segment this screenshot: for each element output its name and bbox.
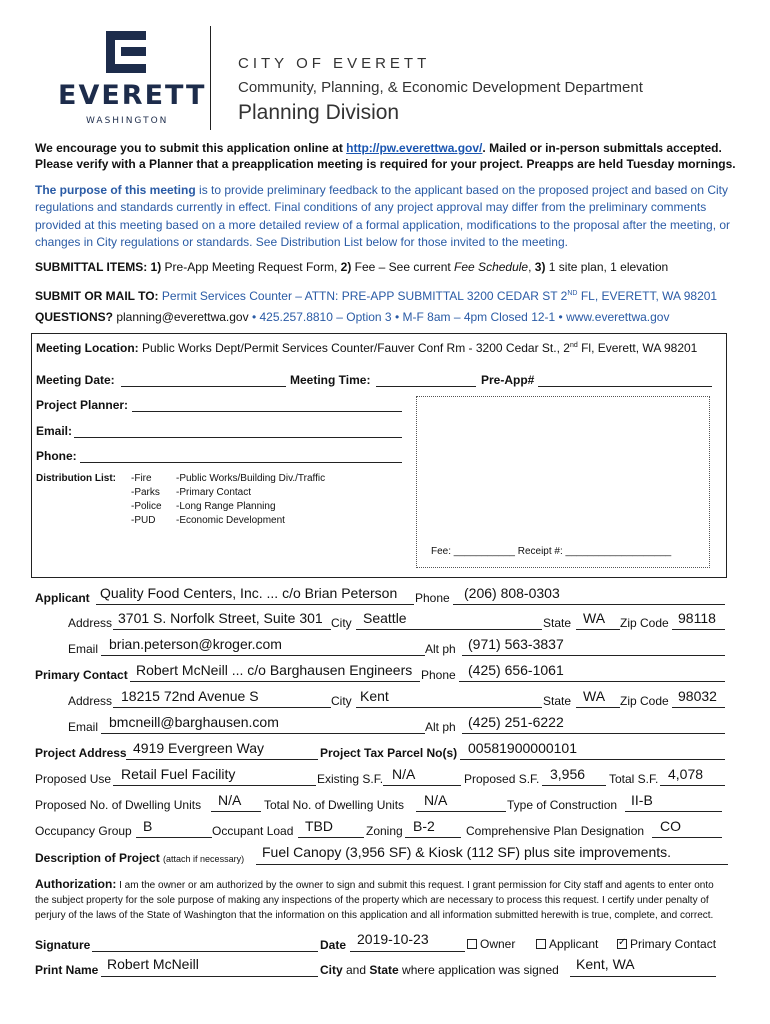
- contact-zip-value: 98032: [678, 688, 717, 704]
- city-state-signed-value: Kent, WA: [576, 956, 635, 972]
- print-name-value: Robert McNeill: [107, 956, 199, 972]
- total-sf-field[interactable]: [660, 785, 725, 786]
- questions-line: QUESTIONS? planning@everettwa.gov • 425.257.8810 – Option 3 • M-F 8am – 4pm Closed 12-1 • www.everettwa.gov: [35, 310, 670, 324]
- existing-sf-value: N/A: [392, 766, 416, 782]
- applicant-email-value: brian.peterson@kroger.com: [109, 636, 282, 652]
- applicant-address-value: 3701 S. Norfolk Street, Suite 301: [118, 610, 323, 626]
- total-units-label: Total No. of Dwelling Units: [264, 798, 405, 812]
- proposed-use-label: Proposed Use: [35, 772, 112, 786]
- zoning-field[interactable]: [405, 837, 461, 838]
- contact-state-value: WA: [583, 688, 606, 704]
- questions-website: www.everettwa.gov: [566, 310, 670, 324]
- construction-type-field[interactable]: [625, 811, 722, 812]
- description-label: Description of Project (attach if necessary): [35, 851, 245, 865]
- authorization-paragraph: Authorization: I am the owner or am authorized by the owner to sign and submit this request. I grant permission for City staff and agents to enter onto the subject property for the sole purpose of making any inspections of the property which are necessary to process this request. I certify under penalty of perjury of the laws of the State of Washington that the information on this application and all information submitted herewith is true, complete, and correct.: [35, 877, 714, 921]
- existing-sf-label: Existing S.F.: [317, 772, 384, 786]
- purpose-paragraph: The purpose of this meeting is to provide preliminary feedback to the applicant based on the proposed project and based on City regulations and standards currently in effect. Final conditions of any project approval may differ from the preliminary comments provided at this meeting based on a more detailed review of a formal application, modifications to the proposal after the meeting, or changes in City regulations or standards. See Distribution List below for those invited to the meeting.: [35, 183, 731, 249]
- applicant-email-label: Email: [68, 642, 99, 656]
- contact-city-label: City: [331, 694, 352, 708]
- planner-email-field[interactable]: [74, 437, 402, 438]
- intro-text: We encourage you to submit this application online at http://pw.everettwa.gov/. Mailed or in-person submittals accepted. Please verify with a Planner that a preapplication meeting is required for your project. Preapps are held Tuesday mornings.: [35, 141, 736, 171]
- owner-checkbox[interactable]: Owner: [467, 937, 515, 951]
- everett-logo-mark: [106, 31, 146, 73]
- proposed-sf-value: 3,956: [550, 766, 586, 782]
- applicant-state-label: State: [543, 616, 572, 630]
- construction-type-label: Type of Construction: [507, 798, 618, 812]
- applicant-state-field[interactable]: [576, 629, 620, 630]
- existing-sf-field[interactable]: [383, 785, 461, 786]
- occupant-load-field[interactable]: [298, 837, 364, 838]
- comp-plan-value: CO: [660, 818, 681, 834]
- city-state-signed-field[interactable]: [570, 976, 716, 977]
- occupancy-group-value: B: [143, 818, 153, 834]
- contact-name-field[interactable]: [130, 681, 420, 682]
- contact-phone-label: Phone: [421, 668, 456, 682]
- total-sf-value: 4,078: [668, 766, 704, 782]
- applicant-address-label: Address: [68, 616, 113, 630]
- applicant-city-field[interactable]: [356, 629, 542, 630]
- applicant-altph-field[interactable]: [462, 655, 725, 656]
- distribution-col-2: [176, 472, 325, 528]
- city-title: CITY OF EVERETT: [238, 55, 431, 72]
- primary-contact-label: Primary Contact: [35, 668, 128, 682]
- project-address-field[interactable]: [126, 759, 318, 760]
- logo-subtitle: WASHINGTON: [86, 116, 169, 126]
- logo-wordmark: EVERETT: [58, 80, 207, 111]
- description-field[interactable]: [256, 864, 728, 865]
- parcel-value: 00581900000101: [468, 740, 578, 756]
- project-planner-label: Project Planner:: [36, 398, 129, 412]
- total-units-value: N/A: [424, 792, 448, 808]
- total-units-field[interactable]: [416, 811, 506, 812]
- list-item: -Police: [131, 501, 162, 512]
- date-value: 2019-10-23: [357, 931, 429, 947]
- distribution-col-1: [131, 472, 162, 528]
- zoning-label: Zoning: [366, 824, 403, 838]
- contact-name-value: Robert McNeill ... c/o Barghausen Engineers: [136, 662, 413, 678]
- distribution-list-label: Distribution List:: [36, 473, 116, 484]
- parcel-field[interactable]: [460, 759, 725, 760]
- planner-phone-field[interactable]: [80, 462, 402, 463]
- applicant-zip-field[interactable]: [672, 629, 725, 630]
- contact-email-label: Email: [68, 720, 99, 734]
- applicant-label: Applicant: [35, 591, 90, 605]
- project-planner-field[interactable]: [132, 411, 402, 412]
- contact-altph-value: (425) 251-6222: [468, 714, 564, 730]
- questions-email: planning@everettwa.gov: [116, 310, 249, 324]
- list-item: -Fire: [131, 473, 152, 484]
- applicant-phone-field[interactable]: [453, 604, 725, 605]
- division-title: Planning Division: [238, 101, 400, 124]
- occupancy-group-field[interactable]: [136, 837, 212, 838]
- print-name-field[interactable]: [101, 976, 318, 977]
- occupant-load-label: Occupant Load: [212, 824, 294, 838]
- signature-label: Signature: [35, 938, 91, 952]
- questions-phone: 425.257.8810 – Option 3: [259, 310, 392, 324]
- contact-address-value: 18215 72nd Avenue S: [121, 688, 259, 704]
- fee-receipt-line: Fee: ___________ Receipt #: ___________________: [431, 546, 672, 557]
- contact-altph-field[interactable]: [462, 733, 725, 734]
- list-item: -PUD: [131, 515, 156, 526]
- dwelling-units-field[interactable]: [211, 811, 261, 812]
- project-address-label: Project Address: [35, 746, 127, 760]
- department-title: Community, Planning, & Economic Development Department: [238, 79, 643, 96]
- applicant-address-field[interactable]: [113, 629, 331, 630]
- comp-plan-field[interactable]: [652, 837, 722, 838]
- city-state-signed-label: City and State where application was signed: [320, 963, 559, 977]
- meeting-location: Meeting Location: Public Works Dept/Permit Services Counter/Fauver Conf Rm - 3200 Cedar St., 2nd Fl, Everett, WA 98201: [36, 341, 698, 355]
- submit-or-mail: SUBMIT OR MAIL TO: Permit Services Counter – ATTN: PRE-APP SUBMITTAL 3200 CEDAR ST 2ND FL, EVERETT, WA 98201: [35, 289, 718, 303]
- submit-online-link[interactable]: http://pw.everettwa.gov/: [346, 141, 483, 155]
- proposed-use-value: Retail Fuel Facility: [121, 766, 236, 782]
- meeting-time-label: Meeting Time:: [290, 373, 371, 387]
- applicant-altph-value: (971) 563-3837: [468, 636, 564, 652]
- signature-field[interactable]: [92, 951, 318, 952]
- applicant-name-field[interactable]: [96, 604, 414, 605]
- proposed-sf-label: Proposed S.F.: [464, 772, 540, 786]
- planner-phone-label: Phone:: [36, 449, 77, 463]
- fee-receipt-area: [416, 396, 710, 568]
- construction-type-value: II-B: [631, 792, 653, 808]
- preapp-number-label: Pre-App#: [481, 373, 535, 387]
- zoning-value: B-2: [413, 818, 435, 834]
- applicant-zip-label: Zip Code: [620, 616, 669, 630]
- contact-altph-label: Alt ph: [425, 720, 456, 734]
- applicant-city-label: City: [331, 616, 352, 630]
- meeting-date-field[interactable]: [121, 386, 286, 387]
- header-divider: [210, 26, 211, 130]
- description-value: Fuel Canopy (3,956 SF) & Kiosk (112 SF) plus site improvements.: [262, 844, 672, 860]
- list-item: -Parks: [131, 487, 160, 498]
- contact-phone-field[interactable]: [459, 681, 725, 682]
- dwelling-units-value: N/A: [218, 792, 242, 808]
- contact-zip-field[interactable]: [672, 707, 725, 708]
- applicant-checkbox-box[interactable]: [536, 939, 546, 949]
- preapp-number-field[interactable]: [538, 386, 712, 387]
- list-item: -Economic Development: [176, 515, 285, 526]
- applicant-email-field[interactable]: [101, 655, 425, 656]
- questions-hours: M-F 8am – 4pm Closed 12-1: [402, 310, 556, 324]
- list-item: -Public Works/Building Div./Traffic: [176, 473, 326, 484]
- planner-email-label: Email:: [36, 424, 73, 438]
- occupancy-group-label: Occupancy Group: [35, 824, 132, 838]
- applicant-phone-value: (206) 808-0303: [464, 585, 560, 601]
- contact-email-value: bmcneill@barghausen.com: [109, 714, 279, 730]
- project-address-value: 4919 Evergreen Way: [133, 740, 264, 756]
- proposed-use-field[interactable]: [113, 785, 316, 786]
- total-sf-label: Total S.F.: [609, 772, 659, 786]
- contact-city-field[interactable]: [356, 707, 542, 708]
- applicant-checkbox[interactable]: Applicant: [536, 937, 598, 951]
- date-label: Date: [320, 938, 347, 952]
- list-item: -Long Range Planning: [176, 501, 276, 512]
- primary-contact-checkbox[interactable]: ✓ Primary Contact: [617, 937, 716, 951]
- meeting-date-label: Meeting Date:: [36, 373, 115, 387]
- contact-zip-label: Zip Code: [620, 694, 669, 708]
- parcel-label: Project Tax Parcel No(s): [320, 746, 458, 760]
- dwelling-units-label: Proposed No. of Dwelling Units: [35, 798, 202, 812]
- applicant-zip-value: 98118: [678, 610, 716, 626]
- contact-city-value: Kent: [360, 688, 389, 704]
- contact-email-field[interactable]: [101, 733, 425, 734]
- contact-phone-value: (425) 656-1061: [468, 662, 564, 678]
- applicant-name-value: Quality Food Centers, Inc. ... c/o Brian Peterson: [100, 585, 398, 601]
- comp-plan-label: Comprehensive Plan Designation: [466, 824, 645, 838]
- applicant-phone-label: Phone: [415, 591, 450, 605]
- primary-contact-checkbox-box[interactable]: [617, 939, 627, 949]
- applicant-state-value: WA: [583, 610, 606, 626]
- contact-state-field[interactable]: [576, 707, 620, 708]
- submittal-items: SUBMITTAL ITEMS: 1) Pre-App Meeting Request Form, 2) Fee – See current Fee Schedule, 3) 1 site plan, 1 elevation: [35, 260, 669, 274]
- proposed-sf-field[interactable]: [542, 785, 606, 786]
- date-field[interactable]: [350, 951, 465, 952]
- applicant-altph-label: Alt ph: [425, 642, 456, 656]
- contact-state-label: State: [543, 694, 572, 708]
- meeting-time-field[interactable]: [376, 386, 476, 387]
- contact-address-field[interactable]: [113, 707, 331, 708]
- occupant-load-value: TBD: [305, 818, 333, 834]
- contact-address-label: Address: [68, 694, 113, 708]
- owner-checkbox-box[interactable]: [467, 939, 477, 949]
- print-name-label: Print Name: [35, 963, 99, 977]
- list-item: -Primary Contact: [176, 487, 252, 498]
- applicant-city-value: Seattle: [363, 610, 407, 626]
